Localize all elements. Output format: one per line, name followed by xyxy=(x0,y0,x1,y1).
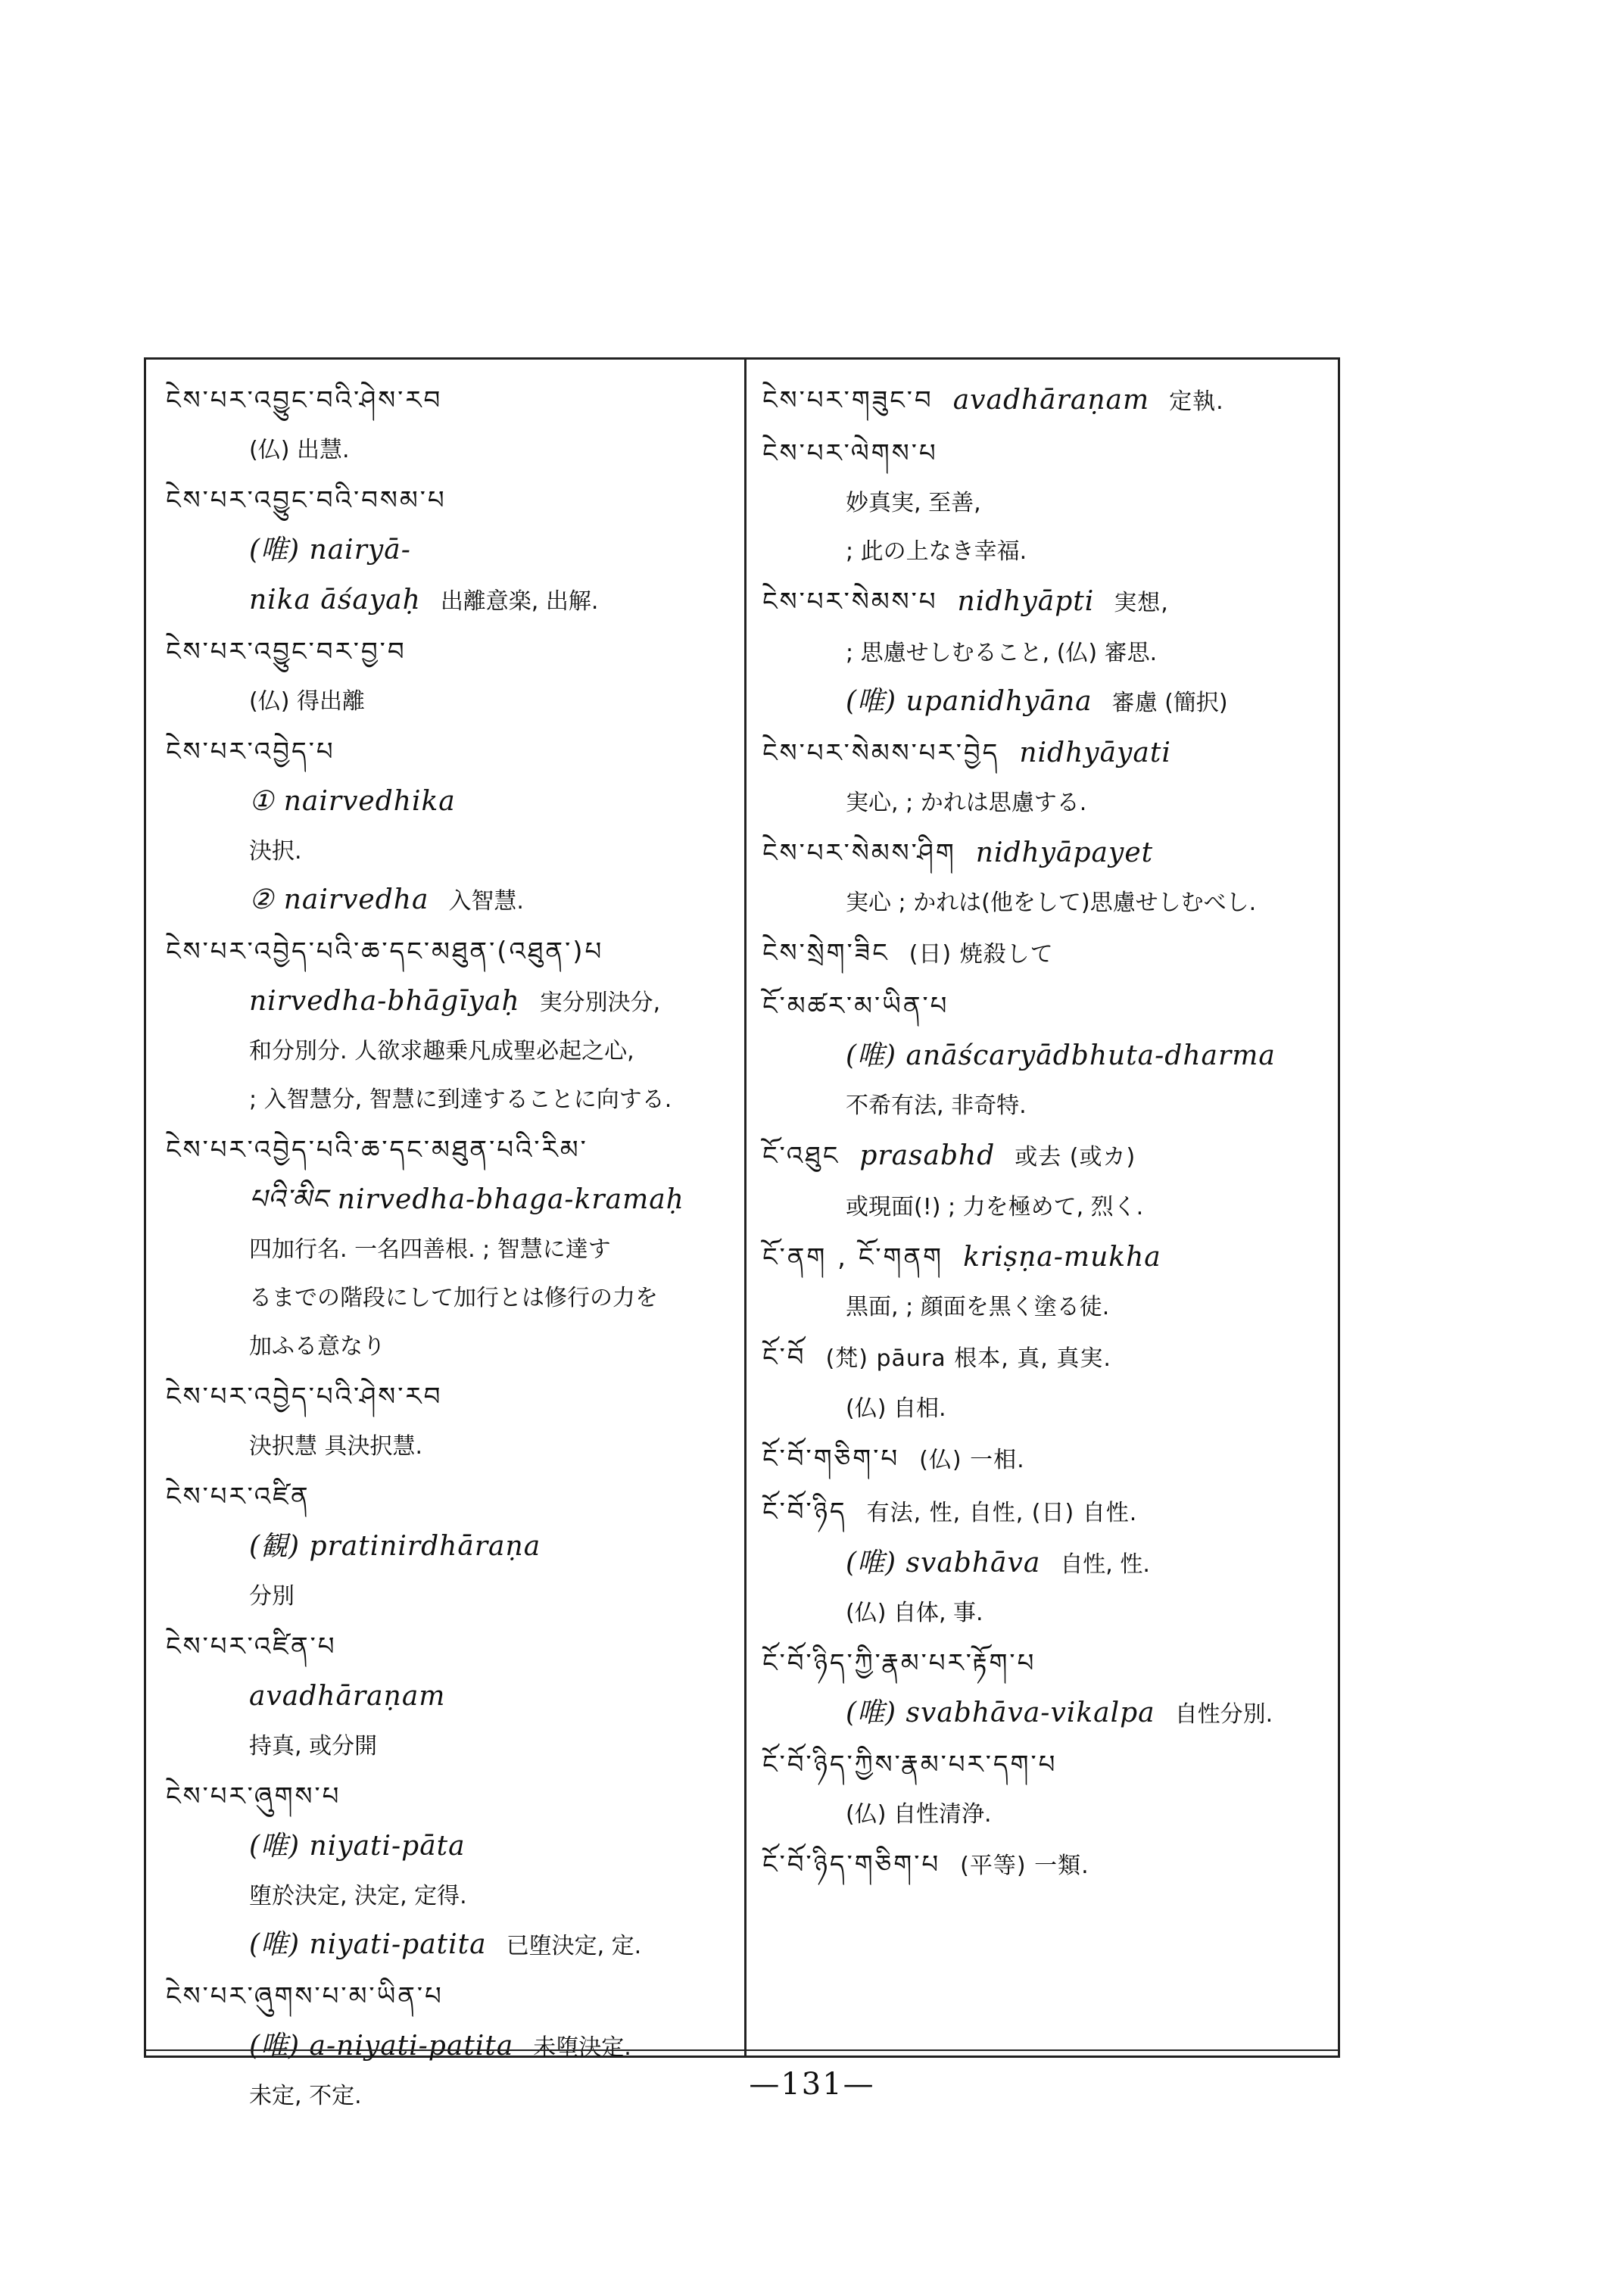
japanese-gloss: 決択. xyxy=(249,838,302,865)
japanese-gloss: (平等) 一類. xyxy=(960,1853,1089,1879)
japanese-gloss: 未定, 不定. xyxy=(249,2083,362,2109)
dictionary-entry xyxy=(762,1739,1330,1839)
japanese-gloss: 四加行名. 一名四善根. ; 智慧に達す xyxy=(249,1236,611,1263)
tibetan-headword: ངེས་པར་ལེགས་པ xyxy=(762,438,938,469)
tibetan-headword: ངེས་པར་སེམས་ཤིག xyxy=(762,838,956,868)
dictionary-entry xyxy=(166,726,729,926)
tibetan-headword: ངེས་པར་འབྱེད་པའི་ཆ་དང་མཐུན་པའི་རིམ་ xyxy=(166,1135,588,1165)
entry-continuation-line xyxy=(762,1689,1330,1739)
dictionary-entry xyxy=(166,1771,729,1971)
entry-headword-line xyxy=(762,1739,1330,1791)
entry-continuation-line xyxy=(166,1176,729,1226)
entry-headword-line xyxy=(166,375,729,426)
entry-headword-line xyxy=(166,475,729,526)
entry-continuation-line xyxy=(166,1274,729,1323)
sanskrit-equivalent: nirvedha-bhāgīyaḥ xyxy=(249,986,520,1017)
dictionary-entry xyxy=(166,1371,729,1471)
sanskrit-equivalent: kriṣṇa-mukha xyxy=(963,1242,1161,1273)
japanese-gloss: 黒面, ; 顔面を黒く塗る徒. xyxy=(846,1294,1110,1320)
japanese-gloss: 有法, 性, 自性, (日) 自性. xyxy=(866,1500,1138,1526)
japanese-gloss: 実心, ; かれは思慮する. xyxy=(846,790,1087,816)
entry-headword-line xyxy=(762,1433,1330,1486)
entry-continuation-line xyxy=(762,479,1330,528)
right-column xyxy=(762,375,1330,1892)
tibetan-headword: ངེས་པར་ཞུགས་པ་མ་ཡིན་པ xyxy=(166,1981,444,2012)
tibetan-headword: ངེས་པར་འཛིན་པ xyxy=(166,1632,337,1662)
japanese-gloss: 審慮 (簡択) xyxy=(1111,690,1228,716)
column-divider xyxy=(744,360,747,2056)
sanskrit-equivalent: nidhyāpayet xyxy=(975,837,1154,868)
sanskrit-equivalent: nidhyāpti xyxy=(957,586,1095,617)
japanese-gloss: 定執. xyxy=(1169,388,1224,415)
tibetan-headword: ངོ་མཚར་མ་ཡིན་པ xyxy=(762,991,949,1021)
entry-continuation-line xyxy=(166,1423,729,1471)
entry-continuation-line xyxy=(762,1082,1330,1130)
entry-continuation-line xyxy=(166,977,729,1027)
japanese-gloss: ; 此の上なき幸福. xyxy=(846,538,1027,565)
japanese-gloss: 持真, 或分開 xyxy=(249,1733,378,1759)
dictionary-entry xyxy=(166,375,729,475)
dictionary-entry xyxy=(762,1332,1330,1433)
japanese-gloss: 実分別決分, xyxy=(539,990,661,1016)
japanese-gloss: 出離意楽, 出解. xyxy=(440,588,599,615)
tibetan-headword: ངེས་པར་འབྱུང་བའི་བསམ་པ xyxy=(166,485,447,516)
japanese-gloss: ; 入智慧分, 智慧に到達することに向する. xyxy=(249,1086,672,1113)
tibetan-headword: ངོ་བོ་ཉིད་ཀྱི་རྣམ་པར་རྟོག་པ xyxy=(762,1648,1036,1678)
tibetan-headword: ངོ་བོ་ཉིད་གཅིག་པ xyxy=(762,1850,941,1880)
entry-headword-line xyxy=(166,926,729,977)
entry-headword-line xyxy=(762,980,1330,1032)
japanese-gloss: (仏) 出慧. xyxy=(249,437,350,463)
entry-continuation-line xyxy=(762,1385,1330,1433)
entry-continuation-line xyxy=(166,1921,729,1971)
left-column xyxy=(166,375,729,2121)
sanskrit-equivalent: (唯) niyati-patita xyxy=(249,1929,487,1960)
entry-continuation-line xyxy=(762,1791,1330,1839)
japanese-gloss: 或去 (或カ) xyxy=(1015,1144,1136,1170)
entry-headword-line xyxy=(762,428,1330,479)
japanese-gloss: 妙真実, 至善, xyxy=(846,490,981,516)
tibetan-headword: ངོ་བོ xyxy=(762,1342,806,1373)
tibetan-headword: ངེས་པར་ཞུགས་པ xyxy=(166,1781,341,1812)
entry-headword-line xyxy=(762,828,1330,879)
entry-continuation-line xyxy=(166,1572,729,1621)
entry-continuation-line xyxy=(762,1539,1330,1589)
dictionary-entry xyxy=(166,926,729,1124)
sanskrit-equivalent: (唯) svabhāva xyxy=(846,1548,1041,1579)
entry-continuation-line xyxy=(166,1872,729,1921)
entry-continuation-line xyxy=(166,1523,729,1572)
dictionary-entry xyxy=(762,980,1330,1130)
entry-continuation-line xyxy=(166,1226,729,1274)
entry-continuation-line xyxy=(166,1722,729,1771)
japanese-gloss: 実想, xyxy=(1114,590,1169,616)
dictionary-entry xyxy=(166,1124,729,1371)
dictionary-entry xyxy=(166,626,729,726)
tibetan-headword: ངེས་པར་འཛིན xyxy=(166,1482,310,1512)
japanese-gloss: (仏) 一相. xyxy=(919,1447,1025,1473)
tibetan-headword: ངེས་པར་འབྱུང་བར་བྱ་བ xyxy=(166,637,407,667)
dictionary-entry xyxy=(762,1433,1330,1486)
sanskrit-equivalent: (唯) anāścaryādbhuta-dharma xyxy=(846,1040,1276,1071)
entry-continuation-line xyxy=(762,1183,1330,1232)
japanese-gloss: 実心 ; かれは(他をして)思慮せしむべし. xyxy=(846,890,1257,916)
entry-continuation-line xyxy=(166,876,729,926)
entry-headword-line xyxy=(166,1971,729,2022)
entry-continuation-line xyxy=(166,576,729,626)
entry-continuation-line xyxy=(166,1323,729,1371)
dictionary-entry xyxy=(762,1486,1330,1638)
sanskrit-equivalent: avadhāraṇam xyxy=(249,1681,446,1712)
tibetan-headword: ངེས་པར་འབྱེད་པ xyxy=(166,737,335,767)
japanese-gloss: 分別 xyxy=(249,1583,295,1610)
dictionary-entry xyxy=(166,1471,729,1621)
entry-headword-line xyxy=(762,927,1330,980)
japanese-gloss: (梵) pāura 根本, 真, 真実. xyxy=(825,1345,1111,1372)
japanese-gloss: 自性, 性. xyxy=(1060,1551,1150,1578)
sanskrit-equivalent: avadhāraṇam xyxy=(952,385,1150,416)
entry-headword-line xyxy=(166,1124,729,1176)
tibetan-headword: ངེས་པར་སེམས་པར་བྱེད xyxy=(762,738,1000,768)
entry-continuation-line xyxy=(166,678,729,726)
entry-continuation-line xyxy=(762,779,1330,828)
sanskrit-equivalent: (唯) a-niyati-patita xyxy=(249,2031,514,2062)
sanskrit-equivalent: prasabhd xyxy=(859,1140,996,1171)
entry-headword-line xyxy=(762,1232,1330,1283)
dictionary-entry xyxy=(762,428,1330,576)
tibetan-headword: ངོ་བོ་ཉིད xyxy=(762,1497,847,1527)
japanese-gloss: 自性分別. xyxy=(1174,1701,1273,1728)
entry-headword-line xyxy=(762,375,1330,428)
tibetan-headword: ངེས་སྲེག་ཟིང xyxy=(762,938,890,968)
japanese-gloss: 決択慧 具決択慧. xyxy=(249,1433,423,1460)
entry-continuation-line xyxy=(166,1027,729,1076)
japanese-gloss: 不希有法, 非奇特. xyxy=(846,1092,1027,1119)
entry-headword-line xyxy=(166,626,729,678)
entry-continuation-line xyxy=(762,1589,1330,1638)
entry-headword-line xyxy=(762,728,1330,779)
tibetan-headword: ངེས་པར་འབྱེད་པའི་ཆ་དང་མཐུན་(འཐུན་)པ xyxy=(166,937,604,967)
japanese-gloss: (仏) 自性清浄. xyxy=(846,1801,992,1828)
page-number: —131— xyxy=(749,2067,875,2102)
tibetan-headword: ངོ་ནག , ངོ་གནག xyxy=(762,1242,944,1273)
japanese-gloss: 和分別分. 人欲求趣乗凡成聖必起之心, xyxy=(249,1038,634,1064)
sanskrit-equivalent: (唯) svabhāva-vikalpa xyxy=(846,1697,1155,1728)
entry-continuation-line xyxy=(762,528,1330,576)
tibetan-headword: ངེས་པར་གཟུང་བ xyxy=(762,385,934,416)
japanese-gloss: 已堕決定, 定. xyxy=(506,1933,642,1959)
sanskrit-equivalent: ① nairvedhika xyxy=(249,786,456,817)
japanese-gloss: (日) 焼殺して xyxy=(909,941,1054,968)
sanskrit-equivalent: (唯) niyati-pāta xyxy=(249,1831,466,1862)
entry-headword-line xyxy=(762,1839,1330,1892)
entry-continuation-line xyxy=(762,879,1330,927)
japanese-gloss: ; 思慮せしむること, (仏) 審思. xyxy=(846,640,1158,666)
japanese-gloss: (仏) 得出離 xyxy=(249,688,365,715)
dictionary-entry xyxy=(762,728,1330,828)
tibetan-headword: ངེས་པར་འབྱུང་བའི་ཤེས་རབ xyxy=(166,385,443,416)
entry-continuation-line xyxy=(762,1283,1330,1332)
tibetan-headword: ངོ་བོ་གཅིག་པ xyxy=(762,1444,900,1474)
japanese-gloss: るまでの階段にして加行とは修行の力を xyxy=(249,1285,658,1311)
dictionary-entry xyxy=(762,1839,1330,1892)
entry-continuation-line xyxy=(762,678,1330,728)
sanskrit-equivalent: (唯) nairyā- xyxy=(249,535,411,566)
entry-headword-line xyxy=(762,1130,1330,1183)
dictionary-entry xyxy=(762,576,1330,728)
sanskrit-equivalent: (観) pratinirdhāraṇa xyxy=(249,1531,541,1562)
dictionary-entry xyxy=(762,1638,1330,1739)
entry-headword-line xyxy=(166,726,729,778)
entry-continuation-line xyxy=(166,526,729,576)
entry-continuation-line xyxy=(762,629,1330,678)
entry-headword-line xyxy=(762,1486,1330,1539)
japanese-gloss: (仏) 自体, 事. xyxy=(846,1600,983,1626)
sanskrit-equivalent: ② nairvedha xyxy=(249,884,429,915)
dictionary-entry xyxy=(762,1232,1330,1332)
japanese-gloss: 加ふる意なり xyxy=(249,1333,385,1360)
entry-continuation-line xyxy=(762,1032,1330,1082)
japanese-gloss: 未堕決定. xyxy=(533,2034,631,2061)
japanese-gloss: 堕於決定, 決定, 定得. xyxy=(249,1883,467,1909)
sanskrit-equivalent: པའི་མིང nirvedha-bhaga-kramaḥ xyxy=(249,1184,684,1215)
entry-continuation-line xyxy=(166,2022,729,2072)
entry-headword-line xyxy=(762,1332,1330,1385)
entry-continuation-line xyxy=(166,828,729,876)
japanese-gloss: 或現面(!) ; 力を極めて, 烈く. xyxy=(846,1194,1144,1220)
entry-headword-line xyxy=(762,1638,1330,1689)
tibetan-headword: ངེས་པར་སེམས་པ xyxy=(762,587,938,617)
dictionary-entry xyxy=(762,1130,1330,1232)
entry-continuation-line xyxy=(166,1076,729,1124)
entry-headword-line xyxy=(166,1771,729,1822)
entry-headword-line xyxy=(762,576,1330,629)
entry-continuation-line xyxy=(166,426,729,475)
dictionary-entry xyxy=(762,927,1330,980)
entry-headword-line xyxy=(166,1371,729,1423)
japanese-gloss: 入智慧. xyxy=(448,888,524,915)
dictionary-entry xyxy=(762,375,1330,428)
sanskrit-equivalent: nidhyāyati xyxy=(1019,737,1171,768)
entry-continuation-line xyxy=(166,778,729,828)
dictionary-entry xyxy=(762,828,1330,927)
entry-headword-line xyxy=(166,1471,729,1523)
dictionary-entry xyxy=(166,475,729,626)
entry-continuation-line xyxy=(166,1822,729,1872)
japanese-gloss: (仏) 自相. xyxy=(846,1395,946,1422)
tibetan-headword: ངོ་འཐུང xyxy=(762,1141,840,1171)
entry-continuation-line xyxy=(166,1672,729,1722)
sanskrit-equivalent: (唯) upanidhyāna xyxy=(846,686,1093,717)
entry-headword-line xyxy=(166,1621,729,1672)
sanskrit-equivalent: nika āśayaḥ xyxy=(249,584,421,616)
dictionary-entry xyxy=(166,1621,729,1771)
tibetan-headword: ངེས་པར་འབྱེད་པའི་ཤེས་རབ xyxy=(166,1382,443,1412)
tibetan-headword: ངོ་བོ་ཉིད་ཀྱིས་རྣམ་པར་དག་པ xyxy=(762,1750,1058,1780)
